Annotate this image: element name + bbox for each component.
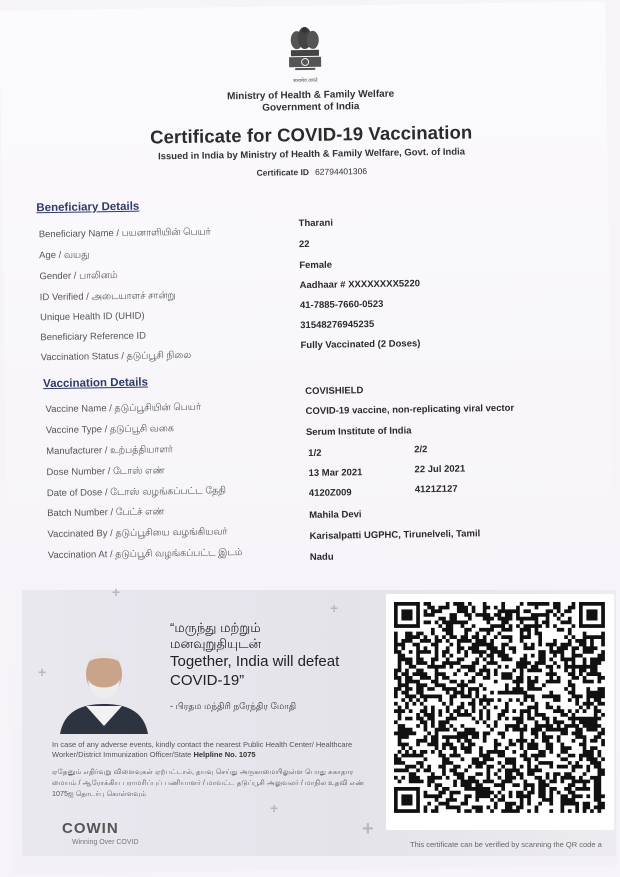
vaccinated-at-value-1: Karisalpatti UGPHC, Tirunelveli, Tamil: [309, 528, 481, 543]
plus-decoration-icon: +: [38, 664, 47, 680]
vaccinated-at-value-2: Nadu: [309, 551, 334, 564]
plus-decoration-icon: +: [330, 600, 339, 616]
uhid-label: Unique Health ID (UHID): [39, 310, 145, 324]
dose-date-label: Date of Dose / டோஸ் வழங்கப்பட்ட தேதி: [46, 485, 227, 500]
quote-tamil: [170, 620, 261, 652]
batch-number-label: Batch Number / பேட்ச் எண்: [47, 506, 165, 520]
dose-1-value: 1/2: [308, 447, 322, 460]
batch-2-value: 4121Z127: [414, 483, 458, 496]
quote-tamil-line-2: மனவுறுதியுடன்: [170, 636, 262, 651]
batch-1-value: 4120Z009: [308, 487, 352, 500]
adverse-event-contact-tamil: ஏதேனும் எதிர்வுறு விளைவுகள் ஏற்பட்டால், தயவு செய்து அருகாமையிலுள்ள பொது சுகாதார மையம் / ஆரோக்கிய பராமரிப்புப் பணியாளர் / மாவட்ட தடுப்பூசி அலுவலர் / மாநில உதவி எண் 1075ஐ தொடர்பு கொள்ளவும்: [52, 767, 365, 798]
certificate-id: [182, 165, 442, 179]
cowin-tagline: Winning Over COVID: [72, 839, 139, 846]
ministry-name: Ministry of Health & Family Welfare: [226, 88, 395, 103]
emblem-caption: सत्यमेव जयते: [293, 77, 318, 85]
quote-english-line-1: Together, India will defeat: [170, 653, 340, 670]
vaccine-type-label: Vaccine Type / தடுப்பூசி வகை: [45, 423, 175, 437]
certificate-title: Certificate for COVID-19 Vaccination: [149, 121, 473, 148]
portrait-photo: [56, 634, 152, 734]
reference-id-value: 31548276945235: [300, 318, 375, 332]
beneficiary-name-label: Beneficiary Name / பயனாளியின் பெயர்: [38, 226, 211, 241]
vaccinated-at-label: Vaccination At / தடுப்பூசி வழங்கப்பட்ட இடம்: [47, 547, 243, 562]
vaccination-status-label: Vaccination Status / தடுப்பூசி நிலை: [40, 349, 192, 364]
beneficiary-name-value: Tharani: [298, 217, 334, 230]
vaccine-type-value: COVID-19 vaccine, non-replicating viral vector: [305, 402, 515, 418]
certificate-subtitle: Issued in India by Ministry of Health & Family Welfare, Govt. of India: [157, 146, 466, 163]
adverse-event-text: In case of any adverse events, kindly contact the nearest Public Health Center/ Healthcare Worker/District Immunization Officer/State: [52, 740, 353, 759]
vaccine-name-label: Vaccine Name / தடுப்பூசியின் பெயர்: [45, 401, 201, 416]
gender-label: Gender / பாலினம்: [39, 269, 118, 283]
vaccinated-by-value: Mahila Devi: [309, 509, 362, 522]
age-value: 22: [298, 238, 310, 251]
id-verified-label: ID Verified / அடையாளச் சான்று: [39, 290, 176, 304]
dose-2-value: 2/2: [414, 444, 428, 456]
plus-decoration-icon: +: [112, 584, 121, 600]
qr-code: [386, 594, 614, 830]
reference-id-label: Beneficiary Reference ID: [40, 330, 147, 344]
dose-number-label: Dose Number / டோஸ் எண்: [46, 465, 165, 479]
dose-2-date: 22 Jul 2021: [414, 463, 466, 476]
vaccine-name-value: COVISHIELD: [305, 385, 364, 398]
helpline-number: Helpline No. 1075: [193, 750, 256, 759]
dose-1-date: 13 Mar 2021: [308, 467, 363, 480]
ministry-block: [171, 88, 451, 116]
uhid-value: 41-7885-7660-0523: [299, 298, 384, 312]
adverse-event-contact: [52, 740, 372, 760]
vaccination-heading: Vaccination Details: [43, 376, 149, 391]
beneficiary-heading: Beneficiary Details: [36, 200, 140, 215]
cowin-logo: COWIN: [62, 820, 119, 837]
certificate-id-value: 62794401306: [314, 166, 368, 177]
age-label: Age / வயது: [39, 249, 90, 262]
plus-decoration-icon: +: [270, 800, 279, 816]
quote-attribution: - பிரதம மந்திரி நரேந்திர மோதி: [170, 701, 297, 711]
manufacturer-value: Serum Institute of India: [305, 425, 412, 439]
qr-verification-note: This certificate can be verified by scanning the QR code a: [410, 840, 602, 849]
vaccination-status-value: Fully Vaccinated (2 Doses): [300, 338, 421, 352]
gender-value: Female: [299, 259, 333, 272]
id-verified-value: Aadhaar # XXXXXXXX5220: [299, 278, 421, 292]
government-name: Government of India: [262, 101, 360, 114]
plus-decoration-icon: +: [362, 818, 374, 840]
quote-tamil-line-1: “மருந்து மற்றும்: [170, 620, 261, 635]
quote-english-line-2: COVID-19”: [170, 672, 245, 689]
certificate-id-label: Certificate ID: [256, 166, 310, 178]
vaccinated-by-label: Vaccinated By / தடுப்பூசியை வழங்கியவர்: [47, 526, 228, 541]
manufacturer-label: Manufacturer / உற்பத்தியாளர்: [46, 444, 173, 458]
quote-english: [170, 652, 339, 690]
